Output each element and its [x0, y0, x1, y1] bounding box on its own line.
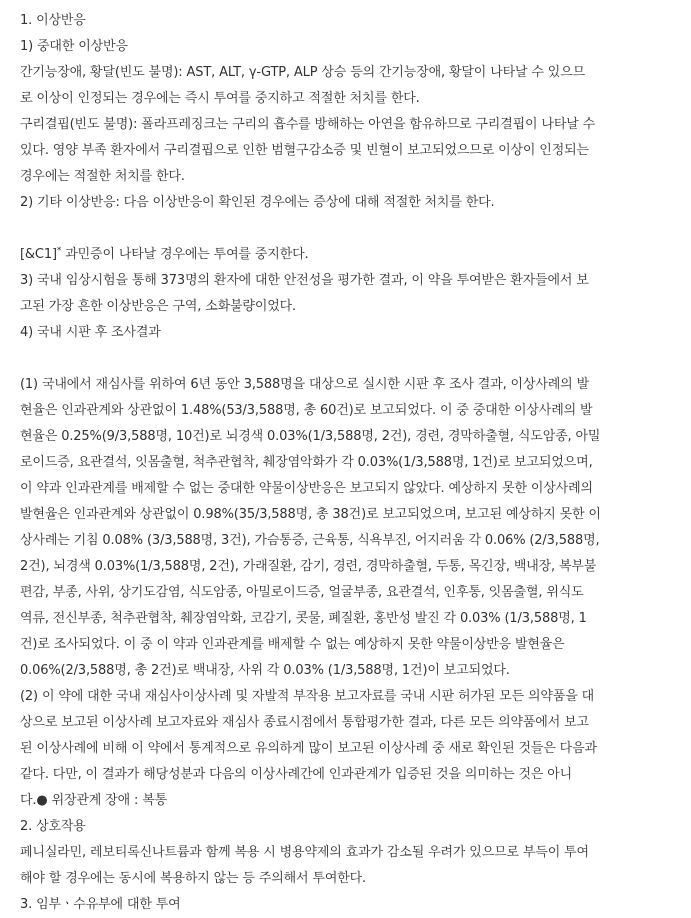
- text-line: 3) 국내 임상시험을 통해 373명의 환자에 대한 안전성을 평가한 결과, 이 약을 투여받은 환자들에서 보: [20, 273, 589, 288]
- text-line: 경우에는 적절한 처치를 한다.: [20, 169, 185, 184]
- section-heading-pregnancy: 3. 임부ㆍ수유부에 대한 투여: [20, 897, 181, 912]
- text-line: 간기능장애, 황달(빈도 불명): AST, ALT, γ-GTP, ALP 상승 등의 간기능장애, 황달이 나타날 수 있으므: [20, 65, 586, 80]
- subheading-other-reactions: 2) 기타 이상반응: 다음 이상반응이 확인된 경우에는 증상에 대해 적절한 처치를 한다.: [20, 195, 495, 210]
- footnote-ref: [&C1]: [20, 247, 57, 262]
- text-line: (1) 국내에서 재심사를 위하여 6년 동안 3,588명을 대상으로 실시한 시판 후 조사 결과, 이상사례의 발: [20, 377, 589, 392]
- text-line: 상으로 보고된 이상사례 보고자료와 재심사 종료시점에서 통합평가한 결과, 다른 모든 의약품에서 보고: [20, 715, 589, 730]
- text-line: 이 약과 인과관계를 배제할 수 없는 중대한 약물이상반응은 보고되지 않았다. 예상하지 못한 이상사례의: [20, 481, 593, 496]
- footnote-marker: *: [56, 246, 62, 256]
- document-body: [20, 8, 684, 918]
- text-line: 있다. 영양 부족 환자에서 구리결핍으로 인한 범혈구감소증 및 빈혈이 보고되었으므로 이상이 인정되는: [20, 143, 589, 158]
- text-line: 다.● 위장관계 장애 : 복통: [20, 793, 168, 808]
- footnote-text: 과민증이 나타날 경우에는 투여를 중지한다.: [61, 247, 309, 262]
- text-line: 구리결핍(빈도 불명): 폴라프레징크는 구리의 흡수를 방해하는 아연을 함유하므로 구리결핍이 나타날 수: [20, 117, 596, 132]
- blank-line: [20, 346, 684, 372]
- text-line: 로 이상이 인정되는 경우에는 즉시 투여를 중지하고 적절한 처치를 한다.: [20, 91, 420, 106]
- blank-line: [20, 216, 684, 242]
- text-line: 상사례는 기침 0.08% (3/3,588명, 3건), 가슴통증, 근육통, 식욕부진, 어지러움 각 0.06% (2/3,588명,: [20, 533, 600, 548]
- text-line: 2건), 뇌경색 0.03%(1/3,588명, 2건), 가래질환, 감기, 경련, 경막하출혈, 두통, 목긴장, 백내장, 복부불: [20, 559, 597, 574]
- text-line: 현율은 0.25%(9/3,588명, 10건)로 뇌경색 0.03%(1/3,588명, 2건), 경련, 경막하출혈, 식도암종, 아밀: [20, 429, 601, 444]
- text-line: 해야 할 경우에는 동시에 복용하지 않는 등 주의해서 투여한다.: [20, 871, 367, 886]
- text-line: 로이드증, 요관결석, 잇몸출혈, 척추관협착, 췌장염악화가 각 0.03%(1/3,588명, 1건)로 보고되었으며,: [20, 455, 593, 470]
- text-line: 고된 가장 흔한 이상반응은 구역, 소화불량이었다.: [20, 299, 297, 314]
- text-line: 된 이상사례에 비해 이 약에서 통계적으로 유의하게 많이 보고된 이상사례 중 새로 확인된 것들은 다음과: [20, 741, 597, 756]
- text-line: 현율은 인과관계와 상관없이 1.48%(53/3,588명, 총 60건)로 보고되었다. 이 중 중대한 이상사례의 발: [20, 403, 593, 418]
- section-heading-interactions: 2. 상호작용: [20, 819, 86, 834]
- text-line: 같다. 다만, 이 결과가 해당성분과 다음의 이상사례간에 인과관계가 입증된 것을 의미하는 것은 아니: [20, 767, 573, 782]
- text-line: 발현율은 인과관계와 상관없이 0.98%(35/3,588명, 총 38건)로 보고되었으며, 보고된 예상하지 못한 이: [20, 507, 601, 522]
- subheading-postmarketing: 4) 국내 시판 후 조사결과: [20, 325, 161, 340]
- text-line: 편감, 부종, 사위, 상기도감염, 식도암종, 아밀로이드증, 얼굴부종, 요관결석, 인후통, 잇몸출혈, 위식도: [20, 585, 584, 600]
- subheading-serious-reactions: 1) 중대한 이상반응: [20, 39, 128, 54]
- text-line: 0.06%(2/3,588명, 총 2건)로 백내장, 사위 각 0.03% (1/3,588명, 1건)이 보고되었다.: [20, 663, 510, 678]
- footnote-line: [20, 242, 684, 268]
- text-line: (2) 이 약에 대한 국내 재심사이상사례 및 자발적 부작용 보고자료를 국내 시판 허가된 모든 의약품을 대: [20, 689, 595, 704]
- text-line: 페니실라민, 레보티록신나트륨과 함께 복용 시 병용약제의 효과가 감소될 우려가 있으므로 부득이 투여: [20, 845, 589, 860]
- text-line: 건)로 조사되었다. 이 중 이 약과 인과관계를 배제할 수 없는 예상하지 못한 약물이상반응 발현율은: [20, 637, 565, 652]
- text-line: 역류, 전신부종, 척추관협착, 췌장염악화, 코감기, 콧물, 폐질환, 홍반성 발진 각 0.03% (1/3,588명, 1: [20, 611, 587, 626]
- section-heading-adverse-reactions: 1. 이상반응: [20, 13, 86, 28]
